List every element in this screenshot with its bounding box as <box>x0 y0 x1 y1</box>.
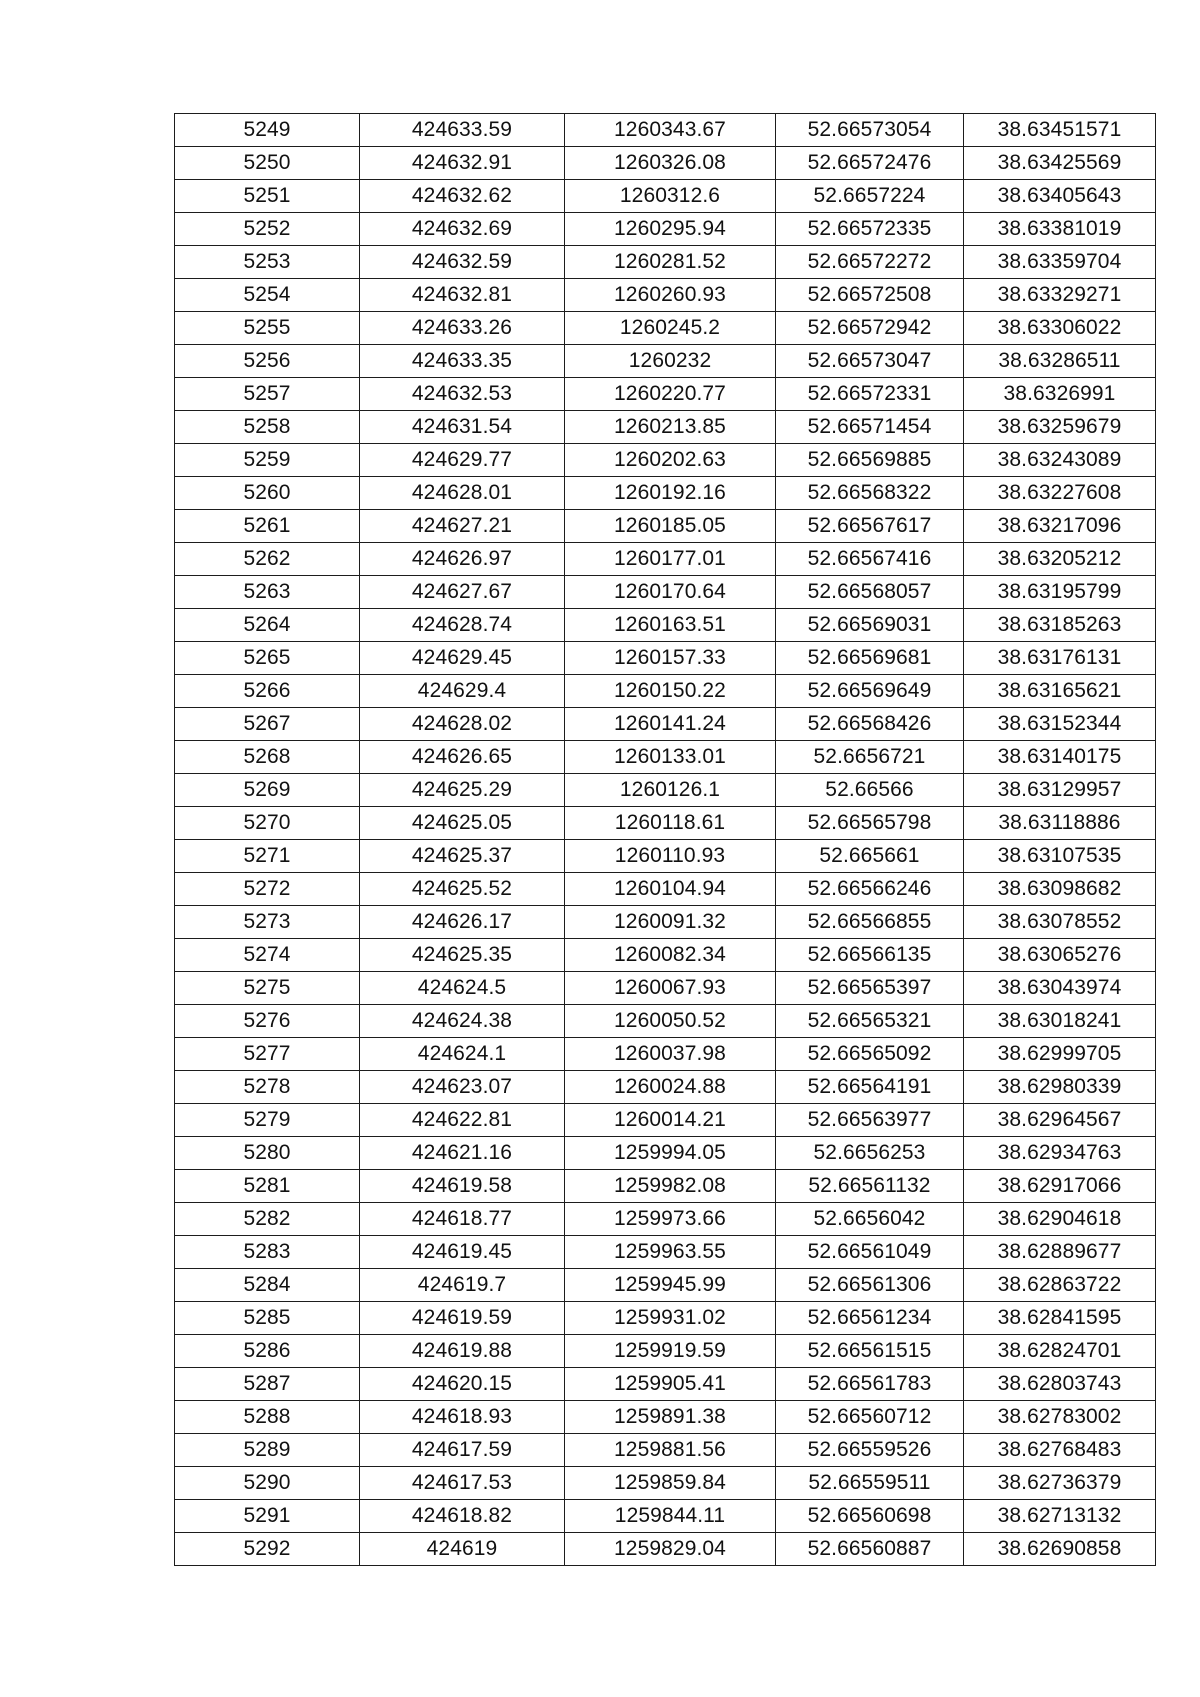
latitude-cell: 52.66563977 <box>776 1104 964 1137</box>
point-number-cell: 5289 <box>175 1434 360 1467</box>
x-coordinate-cell: 424623.07 <box>360 1071 565 1104</box>
longitude-cell: 38.63195799 <box>964 576 1156 609</box>
latitude-cell: 52.66559511 <box>776 1467 964 1500</box>
latitude-cell: 52.66566135 <box>776 939 964 972</box>
x-coordinate-cell: 424632.59 <box>360 246 565 279</box>
x-coordinate-cell: 424621.16 <box>360 1137 565 1170</box>
point-number-cell: 5260 <box>175 477 360 510</box>
table-row <box>175 1071 1156 1104</box>
longitude-cell: 38.62863722 <box>964 1269 1156 1302</box>
table-row <box>175 576 1156 609</box>
point-number-cell: 5292 <box>175 1533 360 1566</box>
y-coordinate-cell: 1260157.33 <box>565 642 776 675</box>
longitude-cell: 38.63118886 <box>964 807 1156 840</box>
y-coordinate-cell: 1260163.51 <box>565 609 776 642</box>
point-number-cell: 5275 <box>175 972 360 1005</box>
point-number-cell: 5255 <box>175 312 360 345</box>
point-number-cell: 5262 <box>175 543 360 576</box>
y-coordinate-cell: 1259931.02 <box>565 1302 776 1335</box>
table-row <box>175 279 1156 312</box>
point-number-cell: 5281 <box>175 1170 360 1203</box>
longitude-cell: 38.63018241 <box>964 1005 1156 1038</box>
latitude-cell: 52.66571454 <box>776 411 964 444</box>
latitude-cell: 52.66567416 <box>776 543 964 576</box>
y-coordinate-cell: 1260104.94 <box>565 873 776 906</box>
point-number-cell: 5250 <box>175 147 360 180</box>
x-coordinate-cell: 424627.67 <box>360 576 565 609</box>
point-number-cell: 5264 <box>175 609 360 642</box>
longitude-cell: 38.63129957 <box>964 774 1156 807</box>
longitude-cell: 38.63107535 <box>964 840 1156 873</box>
x-coordinate-cell: 424625.37 <box>360 840 565 873</box>
x-coordinate-cell: 424625.35 <box>360 939 565 972</box>
latitude-cell: 52.66566246 <box>776 873 964 906</box>
x-coordinate-cell: 424619.7 <box>360 1269 565 1302</box>
table-row <box>175 510 1156 543</box>
table-row <box>175 906 1156 939</box>
x-coordinate-cell: 424617.53 <box>360 1467 565 1500</box>
latitude-cell: 52.66572508 <box>776 279 964 312</box>
table-row <box>175 246 1156 279</box>
x-coordinate-cell: 424632.81 <box>360 279 565 312</box>
x-coordinate-cell: 424618.77 <box>360 1203 565 1236</box>
longitude-cell: 38.63140175 <box>964 741 1156 774</box>
y-coordinate-cell: 1260082.34 <box>565 939 776 972</box>
point-number-cell: 5280 <box>175 1137 360 1170</box>
latitude-cell: 52.66559526 <box>776 1434 964 1467</box>
x-coordinate-cell: 424619.58 <box>360 1170 565 1203</box>
table-row <box>175 873 1156 906</box>
table-row <box>175 1005 1156 1038</box>
x-coordinate-cell: 424632.53 <box>360 378 565 411</box>
y-coordinate-cell: 1260192.16 <box>565 477 776 510</box>
y-coordinate-cell: 1260024.88 <box>565 1071 776 1104</box>
longitude-cell: 38.62904618 <box>964 1203 1156 1236</box>
point-number-cell: 5249 <box>175 114 360 147</box>
table-row <box>175 147 1156 180</box>
latitude-cell: 52.66568322 <box>776 477 964 510</box>
table-row <box>175 1104 1156 1137</box>
table-row <box>175 1269 1156 1302</box>
point-number-cell: 5269 <box>175 774 360 807</box>
point-number-cell: 5291 <box>175 1500 360 1533</box>
x-coordinate-cell: 424619.45 <box>360 1236 565 1269</box>
point-number-cell: 5273 <box>175 906 360 939</box>
table-row <box>175 213 1156 246</box>
point-number-cell: 5254 <box>175 279 360 312</box>
point-number-cell: 5272 <box>175 873 360 906</box>
table-row <box>175 1467 1156 1500</box>
y-coordinate-cell: 1260126.1 <box>565 774 776 807</box>
x-coordinate-cell: 424633.59 <box>360 114 565 147</box>
point-number-cell: 5266 <box>175 675 360 708</box>
y-coordinate-cell: 1260343.67 <box>565 114 776 147</box>
x-coordinate-cell: 424626.97 <box>360 543 565 576</box>
latitude-cell: 52.66561783 <box>776 1368 964 1401</box>
x-coordinate-cell: 424625.52 <box>360 873 565 906</box>
point-number-cell: 5288 <box>175 1401 360 1434</box>
point-number-cell: 5253 <box>175 246 360 279</box>
longitude-cell: 38.63451571 <box>964 114 1156 147</box>
table-row <box>175 1434 1156 1467</box>
table-row <box>175 411 1156 444</box>
x-coordinate-cell: 424617.59 <box>360 1434 565 1467</box>
longitude-cell: 38.63359704 <box>964 246 1156 279</box>
table-row <box>175 939 1156 972</box>
y-coordinate-cell: 1259982.08 <box>565 1170 776 1203</box>
x-coordinate-cell: 424624.5 <box>360 972 565 1005</box>
table-row <box>175 1170 1156 1203</box>
x-coordinate-cell: 424632.69 <box>360 213 565 246</box>
longitude-cell: 38.63205212 <box>964 543 1156 576</box>
table-row <box>175 1368 1156 1401</box>
longitude-cell: 38.62803743 <box>964 1368 1156 1401</box>
table-row <box>175 1500 1156 1533</box>
y-coordinate-cell: 1260177.01 <box>565 543 776 576</box>
point-number-cell: 5285 <box>175 1302 360 1335</box>
table-row <box>175 345 1156 378</box>
latitude-cell: 52.66566 <box>776 774 964 807</box>
point-number-cell: 5271 <box>175 840 360 873</box>
table-row <box>175 1038 1156 1071</box>
longitude-cell: 38.63227608 <box>964 477 1156 510</box>
point-number-cell: 5267 <box>175 708 360 741</box>
table-row <box>175 180 1156 213</box>
latitude-cell: 52.66565397 <box>776 972 964 1005</box>
x-coordinate-cell: 424629.4 <box>360 675 565 708</box>
x-coordinate-cell: 424631.54 <box>360 411 565 444</box>
longitude-cell: 38.63165621 <box>964 675 1156 708</box>
longitude-cell: 38.6326991 <box>964 378 1156 411</box>
point-number-cell: 5282 <box>175 1203 360 1236</box>
point-number-cell: 5258 <box>175 411 360 444</box>
y-coordinate-cell: 1259973.66 <box>565 1203 776 1236</box>
table-row <box>175 807 1156 840</box>
longitude-cell: 38.63329271 <box>964 279 1156 312</box>
y-coordinate-cell: 1259829.04 <box>565 1533 776 1566</box>
y-coordinate-cell: 1260091.32 <box>565 906 776 939</box>
latitude-cell: 52.66560698 <box>776 1500 964 1533</box>
y-coordinate-cell: 1260014.21 <box>565 1104 776 1137</box>
longitude-cell: 38.62768483 <box>964 1434 1156 1467</box>
x-coordinate-cell: 424618.93 <box>360 1401 565 1434</box>
y-coordinate-cell: 1260281.52 <box>565 246 776 279</box>
longitude-cell: 38.63176131 <box>964 642 1156 675</box>
latitude-cell: 52.6657224 <box>776 180 964 213</box>
x-coordinate-cell: 424618.82 <box>360 1500 565 1533</box>
x-coordinate-cell: 424632.91 <box>360 147 565 180</box>
longitude-cell: 38.62841595 <box>964 1302 1156 1335</box>
longitude-cell: 38.62999705 <box>964 1038 1156 1071</box>
y-coordinate-cell: 1260213.85 <box>565 411 776 444</box>
point-number-cell: 5274 <box>175 939 360 972</box>
latitude-cell: 52.665661 <box>776 840 964 873</box>
latitude-cell: 52.66565092 <box>776 1038 964 1071</box>
point-number-cell: 5252 <box>175 213 360 246</box>
table-row <box>175 114 1156 147</box>
latitude-cell: 52.66560887 <box>776 1533 964 1566</box>
longitude-cell: 38.63381019 <box>964 213 1156 246</box>
latitude-cell: 52.66569885 <box>776 444 964 477</box>
longitude-cell: 38.63306022 <box>964 312 1156 345</box>
longitude-cell: 38.63078552 <box>964 906 1156 939</box>
x-coordinate-cell: 424633.35 <box>360 345 565 378</box>
longitude-cell: 38.63243089 <box>964 444 1156 477</box>
x-coordinate-cell: 424628.01 <box>360 477 565 510</box>
latitude-cell: 52.66568426 <box>776 708 964 741</box>
point-number-cell: 5263 <box>175 576 360 609</box>
longitude-cell: 38.62783002 <box>964 1401 1156 1434</box>
table-row <box>175 1137 1156 1170</box>
latitude-cell: 52.66561234 <box>776 1302 964 1335</box>
y-coordinate-cell: 1259919.59 <box>565 1335 776 1368</box>
table-row <box>175 642 1156 675</box>
point-number-cell: 5251 <box>175 180 360 213</box>
longitude-cell: 38.62713132 <box>964 1500 1156 1533</box>
longitude-cell: 38.63065276 <box>964 939 1156 972</box>
table-row <box>175 774 1156 807</box>
point-number-cell: 5290 <box>175 1467 360 1500</box>
x-coordinate-cell: 424632.62 <box>360 180 565 213</box>
x-coordinate-cell: 424625.29 <box>360 774 565 807</box>
x-coordinate-cell: 424628.02 <box>360 708 565 741</box>
x-coordinate-cell: 424619 <box>360 1533 565 1566</box>
latitude-cell: 52.66567617 <box>776 510 964 543</box>
latitude-cell: 52.66572272 <box>776 246 964 279</box>
table-row <box>175 1302 1156 1335</box>
y-coordinate-cell: 1259881.56 <box>565 1434 776 1467</box>
latitude-cell: 52.66569649 <box>776 675 964 708</box>
x-coordinate-cell: 424622.81 <box>360 1104 565 1137</box>
point-number-cell: 5286 <box>175 1335 360 1368</box>
latitude-cell: 52.66572335 <box>776 213 964 246</box>
x-coordinate-cell: 424629.77 <box>360 444 565 477</box>
table-row <box>175 741 1156 774</box>
point-number-cell: 5284 <box>175 1269 360 1302</box>
point-number-cell: 5270 <box>175 807 360 840</box>
longitude-cell: 38.63425569 <box>964 147 1156 180</box>
longitude-cell: 38.63098682 <box>964 873 1156 906</box>
y-coordinate-cell: 1260260.93 <box>565 279 776 312</box>
longitude-cell: 38.62934763 <box>964 1137 1156 1170</box>
longitude-cell: 38.63405643 <box>964 180 1156 213</box>
table-row <box>175 1236 1156 1269</box>
latitude-cell: 52.66572331 <box>776 378 964 411</box>
y-coordinate-cell: 1260232 <box>565 345 776 378</box>
point-number-cell: 5287 <box>175 1368 360 1401</box>
table-row <box>175 1203 1156 1236</box>
table-row <box>175 444 1156 477</box>
y-coordinate-cell: 1259859.84 <box>565 1467 776 1500</box>
point-number-cell: 5283 <box>175 1236 360 1269</box>
longitude-cell: 38.63043974 <box>964 972 1156 1005</box>
longitude-cell: 38.63217096 <box>964 510 1156 543</box>
latitude-cell: 52.66572942 <box>776 312 964 345</box>
y-coordinate-cell: 1260295.94 <box>565 213 776 246</box>
y-coordinate-cell: 1260326.08 <box>565 147 776 180</box>
latitude-cell: 52.66569681 <box>776 642 964 675</box>
coordinates-table <box>174 113 1156 1566</box>
latitude-cell: 52.66573054 <box>776 114 964 147</box>
y-coordinate-cell: 1260220.77 <box>565 378 776 411</box>
latitude-cell: 52.66561132 <box>776 1170 964 1203</box>
latitude-cell: 52.6656042 <box>776 1203 964 1236</box>
point-number-cell: 5268 <box>175 741 360 774</box>
longitude-cell: 38.62736379 <box>964 1467 1156 1500</box>
table-row <box>175 477 1156 510</box>
x-coordinate-cell: 424628.74 <box>360 609 565 642</box>
latitude-cell: 52.66561049 <box>776 1236 964 1269</box>
y-coordinate-cell: 1260037.98 <box>565 1038 776 1071</box>
table-row <box>175 609 1156 642</box>
latitude-cell: 52.66573047 <box>776 345 964 378</box>
y-coordinate-cell: 1260170.64 <box>565 576 776 609</box>
longitude-cell: 38.62980339 <box>964 1071 1156 1104</box>
y-coordinate-cell: 1260118.61 <box>565 807 776 840</box>
latitude-cell: 52.6656721 <box>776 741 964 774</box>
table-row <box>175 1533 1156 1566</box>
latitude-cell: 52.66566855 <box>776 906 964 939</box>
point-number-cell: 5276 <box>175 1005 360 1038</box>
y-coordinate-cell: 1259844.11 <box>565 1500 776 1533</box>
point-number-cell: 5257 <box>175 378 360 411</box>
y-coordinate-cell: 1260050.52 <box>565 1005 776 1038</box>
y-coordinate-cell: 1260141.24 <box>565 708 776 741</box>
x-coordinate-cell: 424620.15 <box>360 1368 565 1401</box>
latitude-cell: 52.66560712 <box>776 1401 964 1434</box>
latitude-cell: 52.66569031 <box>776 609 964 642</box>
longitude-cell: 38.62824701 <box>964 1335 1156 1368</box>
x-coordinate-cell: 424619.59 <box>360 1302 565 1335</box>
latitude-cell: 52.66561515 <box>776 1335 964 1368</box>
point-number-cell: 5256 <box>175 345 360 378</box>
x-coordinate-cell: 424624.38 <box>360 1005 565 1038</box>
longitude-cell: 38.62690858 <box>964 1533 1156 1566</box>
y-coordinate-cell: 1259994.05 <box>565 1137 776 1170</box>
latitude-cell: 52.66572476 <box>776 147 964 180</box>
table-body <box>175 114 1156 1566</box>
latitude-cell: 52.66565798 <box>776 807 964 840</box>
x-coordinate-cell: 424624.1 <box>360 1038 565 1071</box>
table-row <box>175 312 1156 345</box>
x-coordinate-cell: 424629.45 <box>360 642 565 675</box>
point-number-cell: 5278 <box>175 1071 360 1104</box>
longitude-cell: 38.63259679 <box>964 411 1156 444</box>
longitude-cell: 38.62964567 <box>964 1104 1156 1137</box>
point-number-cell: 5279 <box>175 1104 360 1137</box>
y-coordinate-cell: 1259905.41 <box>565 1368 776 1401</box>
longitude-cell: 38.63286511 <box>964 345 1156 378</box>
y-coordinate-cell: 1260202.63 <box>565 444 776 477</box>
latitude-cell: 52.66568057 <box>776 576 964 609</box>
table-row <box>175 708 1156 741</box>
table-row <box>175 1401 1156 1434</box>
y-coordinate-cell: 1260133.01 <box>565 741 776 774</box>
point-number-cell: 5277 <box>175 1038 360 1071</box>
x-coordinate-cell: 424619.88 <box>360 1335 565 1368</box>
latitude-cell: 52.66564191 <box>776 1071 964 1104</box>
latitude-cell: 52.6656253 <box>776 1137 964 1170</box>
y-coordinate-cell: 1259963.55 <box>565 1236 776 1269</box>
y-coordinate-cell: 1260245.2 <box>565 312 776 345</box>
table-row <box>175 1335 1156 1368</box>
table-row <box>175 840 1156 873</box>
longitude-cell: 38.63185263 <box>964 609 1156 642</box>
table-row <box>175 543 1156 576</box>
y-coordinate-cell: 1260312.6 <box>565 180 776 213</box>
point-number-cell: 5259 <box>175 444 360 477</box>
y-coordinate-cell: 1260110.93 <box>565 840 776 873</box>
y-coordinate-cell: 1260067.93 <box>565 972 776 1005</box>
table-row <box>175 972 1156 1005</box>
y-coordinate-cell: 1259891.38 <box>565 1401 776 1434</box>
x-coordinate-cell: 424625.05 <box>360 807 565 840</box>
x-coordinate-cell: 424633.26 <box>360 312 565 345</box>
point-number-cell: 5261 <box>175 510 360 543</box>
y-coordinate-cell: 1260150.22 <box>565 675 776 708</box>
latitude-cell: 52.66565321 <box>776 1005 964 1038</box>
x-coordinate-cell: 424626.65 <box>360 741 565 774</box>
y-coordinate-cell: 1260185.05 <box>565 510 776 543</box>
x-coordinate-cell: 424626.17 <box>360 906 565 939</box>
x-coordinate-cell: 424627.21 <box>360 510 565 543</box>
table-row <box>175 378 1156 411</box>
latitude-cell: 52.66561306 <box>776 1269 964 1302</box>
point-number-cell: 5265 <box>175 642 360 675</box>
longitude-cell: 38.62889677 <box>964 1236 1156 1269</box>
table-row <box>175 675 1156 708</box>
longitude-cell: 38.63152344 <box>964 708 1156 741</box>
longitude-cell: 38.62917066 <box>964 1170 1156 1203</box>
y-coordinate-cell: 1259945.99 <box>565 1269 776 1302</box>
